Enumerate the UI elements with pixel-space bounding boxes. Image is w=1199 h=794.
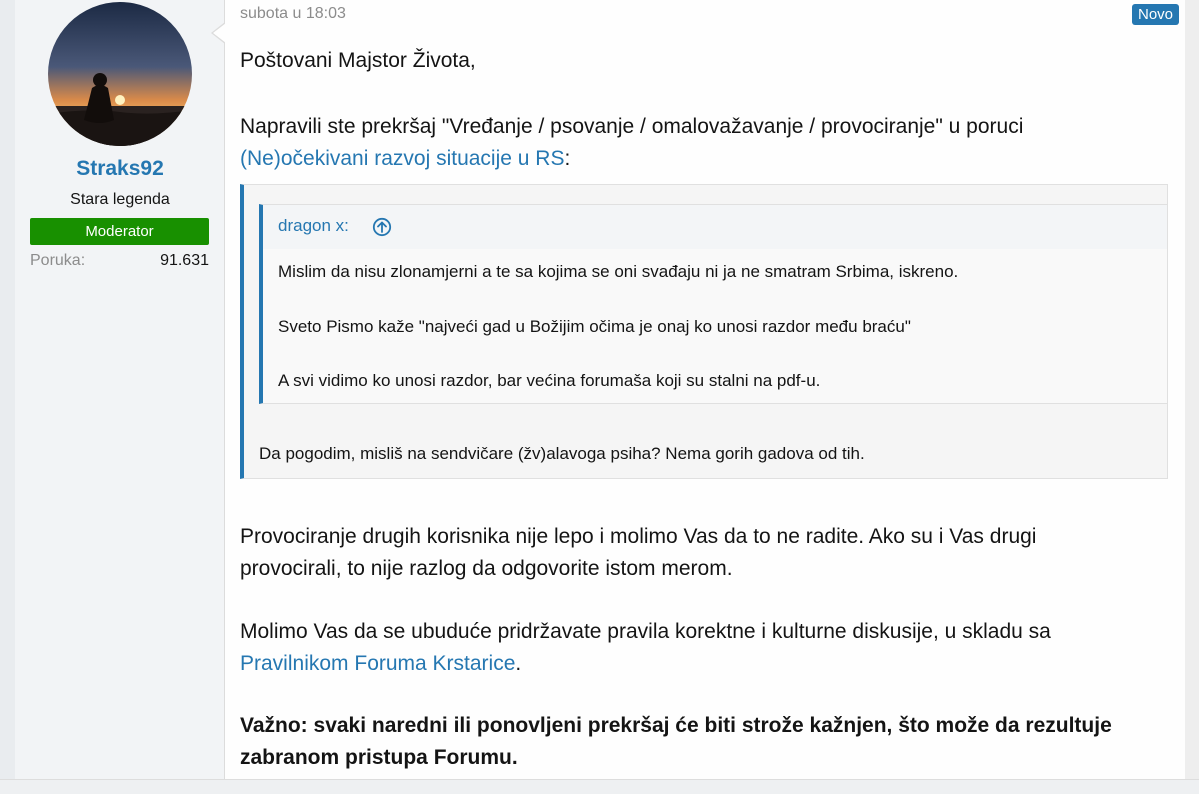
quote-line: Mislim da nisu zlonamjerni a te sa kojima se oni svađaju ni ja ne smatram Srbima, iskreno. <box>278 262 959 281</box>
new-badge: Novo <box>1132 4 1179 25</box>
provoke-paragraph <box>240 521 1180 585</box>
thread-link-suffix: : <box>564 147 571 170</box>
outer-quote-block <box>240 184 1168 479</box>
quote-author[interactable]: dragon x: <box>278 216 349 235</box>
greeting-text: Poštovani Majstor Života, <box>240 49 476 72</box>
moderator-badge: Moderator <box>30 218 209 245</box>
page-left-edge <box>0 0 15 779</box>
warning-paragraph <box>240 710 1180 774</box>
post-timestamp[interactable]: subota u 18:03 <box>240 5 346 22</box>
sunset-silhouette-icon <box>48 2 192 146</box>
user-avatar[interactable] <box>48 2 192 146</box>
rules-text: Molimo Vas da se ubuduće pridržavate pravila korektne i kulturne diskusije, u skladu sa <box>240 620 1051 643</box>
quote-line: Sveto Pismo kaže "najveći gad u Božijim očima je onaj ko unosi razdor među braću" <box>278 317 911 336</box>
jump-to-quote-icon[interactable] <box>372 217 392 237</box>
inner-quote-block <box>259 204 1168 404</box>
quote-reply-text: Da pogodim, misliš na sendvičare (žv)alavoga psiha? Nema gorih gadova od tih. <box>259 444 865 463</box>
rules-paragraph <box>240 616 1180 680</box>
provoke-line-2: provocirali, to nije razlog da odgovorite istom merom. <box>240 557 733 580</box>
warning-line-2: zabranom pristupa Forumu. <box>240 746 518 769</box>
quote-header <box>263 205 1167 249</box>
post-pointer-arrow-fill <box>213 23 226 43</box>
warning-line-1: Važno: svaki naredni ili ponovljeni prekršaj će biti strože kažnjen, što može da rezultuje <box>240 714 1112 737</box>
user-info-column <box>15 0 225 779</box>
quote-line: A svi vidimo ko unosi razdor, bar većina forumaša koji su stalni na pdf-u. <box>278 371 821 390</box>
bottom-margin <box>0 779 1199 794</box>
message-count-label: Poruka: <box>30 252 86 269</box>
right-margin <box>1185 0 1199 779</box>
violation-text: Napravili ste prekršaj "Vređanje / psovanje / omalovažavanje / provociranje" u poruci <box>240 115 1024 138</box>
thread-link[interactable]: (Ne)očekivani razvoj situacije u RS <box>240 147 565 170</box>
rules-link[interactable]: Pravilnikom Foruma Krstarice <box>240 652 516 675</box>
rules-suffix: . <box>515 652 522 675</box>
post-body <box>225 0 1185 779</box>
username-link[interactable]: Straks92 <box>76 157 164 180</box>
violation-paragraph <box>240 111 1180 175</box>
message-count-value: 91.631 <box>160 252 209 269</box>
provoke-line-1: Provociranje drugih korisnika nije lepo i molimo Vas da to ne radite. Ako su i Vas drugi <box>240 525 1037 548</box>
user-title: Stara legenda <box>70 191 170 208</box>
